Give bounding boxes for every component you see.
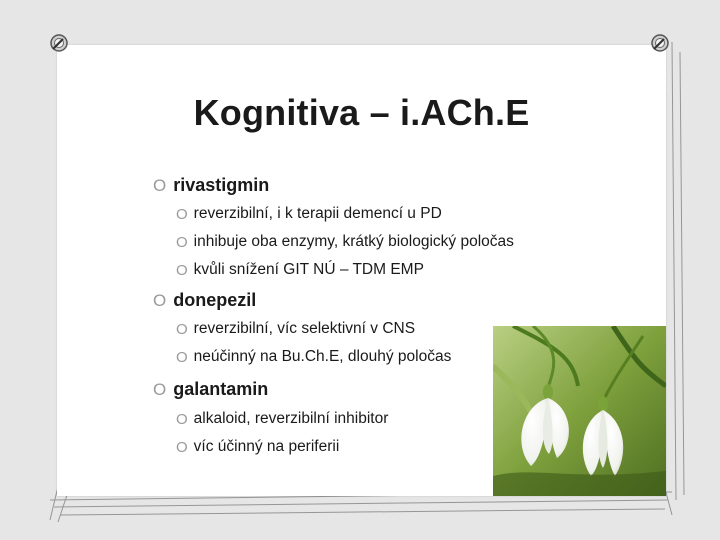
snowdrop-flower-image [493,326,666,496]
bullet-marker: O [153,175,167,195]
bullet-heading-label: donepezil [173,290,257,310]
bullet-marker: O [153,290,167,310]
bullet-heading-label: galantamin [173,379,269,399]
sub-bullet-label: inhibuje oba enzymy, krátký biologický poločas [193,233,514,250]
sub-bullet [176,233,514,251]
sub-bullet [176,438,339,456]
bullet-marker: O [176,320,188,338]
sub-bullet [176,205,442,223]
bullet-heading-rivastigmin [153,175,269,196]
bullet-marker: O [176,233,188,251]
sub-bullet [176,320,415,338]
sub-bullet [176,261,424,279]
bullet-marker: O [176,205,188,223]
bullet-marker: O [176,410,188,428]
bullet-heading-donepezil [153,290,256,311]
sub-bullet-label: kvůli snížení GIT NÚ – TDM EMP [193,261,424,278]
bullet-marker: O [176,438,188,456]
slide-title: Kognitiva – i.ACh.E [193,92,530,133]
sub-bullet [176,410,388,428]
sub-bullet [176,348,451,366]
bullet-marker: O [176,261,188,279]
sub-bullet-label: neúčinný na Bu.Ch.E, dlouhý poločas [193,348,452,365]
thumbtack-icon [48,32,70,54]
sub-bullet-label: reverzibilní, víc selektivní v CNS [193,320,416,337]
bullet-marker: O [176,348,188,366]
thumbtack-icon [649,32,671,54]
sub-bullet-label: alkaloid, reverzibilní inhibitor [193,410,389,427]
bullet-marker: O [153,379,167,399]
bullet-heading-galantamin [153,379,268,400]
sub-bullet-label: reverzibilní, i k terapii demencí u PD [193,205,442,222]
bullet-heading-label: rivastigmin [173,175,270,195]
sub-bullet-label: víc účinný na periferii [193,438,340,455]
